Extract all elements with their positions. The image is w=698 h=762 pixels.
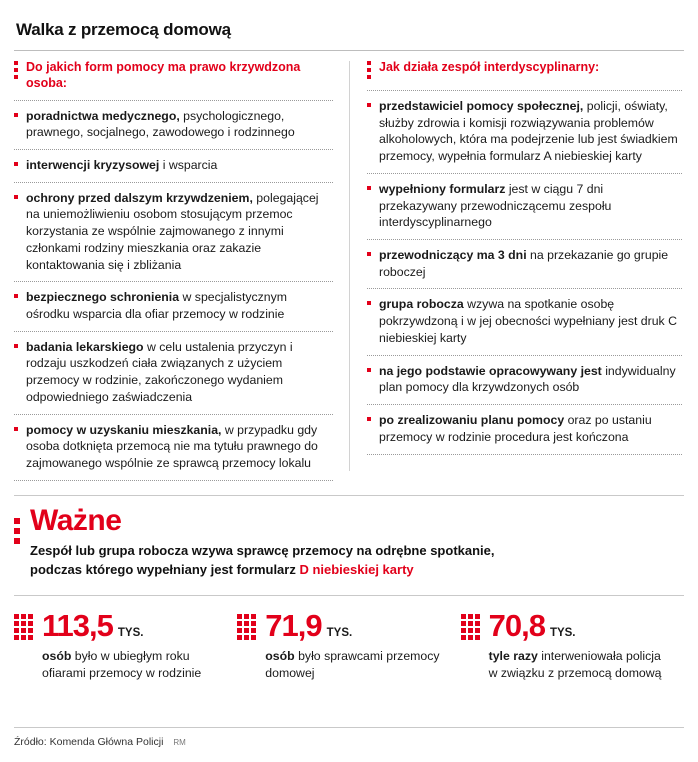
title-divider: [14, 50, 684, 51]
list-item-rest: w celu ustalenia przyczyn i rodzaju uszkodzeń ciała związanych z użyciem przemocy w rodzinie, zakończonego wydaniem odpowiedniego zaświadczenia: [26, 339, 293, 404]
list-item: [14, 415, 333, 481]
list-item-lead: bezpiecznego schronienia: [26, 290, 180, 305]
stat-description-lead: tyle razy: [488, 649, 538, 664]
list-item-lead: po zrealizowaniu planu pomocy: [379, 413, 565, 428]
page-title: Walka z przemocą domową: [16, 20, 231, 39]
bullet-square-icon: [14, 344, 18, 348]
red-dots-icon: [14, 59, 19, 82]
list-item: [367, 174, 682, 240]
stat-description: [489, 648, 666, 682]
column-right-heading-text: Jak działa zespół interdyscyplinarny:: [379, 60, 600, 74]
list-item-lead: ochrony przed dalszym krzywdzeniem,: [26, 190, 253, 205]
stat-number: 113,5: [42, 608, 113, 644]
stat-description: [42, 648, 219, 682]
list-item: [367, 405, 682, 454]
column-left-list: [14, 100, 333, 481]
bullet-square-icon: [367, 186, 371, 190]
list-item-lead: na jego podstawie opracowywany jest: [379, 363, 602, 378]
stat-description-lead: osób: [265, 649, 295, 664]
list-item-rest: psychologicznego, prawnego, socjalnego, zawodowego i rodzinnego: [26, 108, 295, 140]
source-divider: [14, 727, 684, 728]
stats-row: [14, 595, 684, 682]
bullet-square-icon: [14, 294, 18, 298]
red-dots-icon: [14, 506, 20, 548]
list-item-lead: grupa robocza: [379, 297, 464, 312]
list-item-rest: polegającej na uniemożliwieniu osobom stosującym przemoc korzystania ze wspólnie zajmowanego z innymi członkami rodziny mieszkania oraz zakazie kontaktowania się i zbliżania: [26, 190, 319, 272]
stat-unit: TYS.: [117, 627, 144, 640]
important-line-2-prefix: podczas którego wypełniany jest formularz: [30, 561, 300, 577]
stat-number-wrap: [42, 608, 219, 644]
list-item-lead: badania lekarskiego: [26, 339, 144, 354]
stat-description-rest: było w ubiegłym roku ofiarami przemocy w rodzinie: [42, 649, 202, 681]
source-label: Źródło: Komenda Główna Policji: [14, 736, 164, 748]
red-grid-icon: [237, 610, 256, 642]
stat-block: [237, 610, 460, 682]
list-item: [14, 183, 333, 283]
list-item-rest: policji, oświaty, służby zdrowia i komisji rozwiązywania problemów alkoholowych, która ma podejrzenie lub jest świadkiem przemocy, wypełnia formularz A niebieskiej karty: [379, 99, 678, 164]
list-item-rest: jest w ciągu 7 dni przekazywany przewodniczącemu zespołu interdyscyplinarnego: [379, 181, 612, 230]
bullet-square-icon: [367, 103, 371, 107]
bullet-square-icon: [14, 195, 18, 199]
bullet-square-icon: [367, 301, 371, 305]
column-left-heading-text: Do jakich form pomocy ma prawo krzywdzona osoba:: [26, 60, 301, 91]
stat-description-rest: było sprawcami przemocy domowej: [265, 649, 440, 681]
columns-container: [14, 59, 684, 481]
list-item-rest: indywidualny plan pomocy dla krzywdzonych osób: [379, 363, 676, 395]
bullet-square-icon: [367, 368, 371, 372]
list-item-lead: przewodniczący ma 3 dni: [379, 248, 527, 263]
list-item-rest: oraz po ustaniu przemocy w rodzinie procedura jest kończona: [379, 413, 652, 444]
red-grid-icon: [461, 610, 480, 642]
list-item-lead: poradnictwa medycznego,: [26, 108, 180, 123]
list-item: [14, 101, 333, 150]
author-initials: RM: [173, 738, 186, 747]
important-line-1: Zespół lub grupa robocza wzywa sprawcę przemocy na odrębne spotkanie,: [30, 542, 495, 558]
column-left: [14, 59, 349, 481]
red-dots-icon: [367, 59, 372, 82]
stat-number: 70,8: [488, 608, 545, 644]
bullet-square-icon: [14, 162, 18, 166]
list-item-rest: w przypadku gdy osoba dotknięta przemocą nie ma tytułu prawnego do zajmowanego wspólnie ze sprawcą przemocy lokalu: [26, 422, 318, 470]
important-text: [30, 542, 495, 580]
important-line-2-highlight: D niebieskiej karty: [299, 561, 414, 577]
bullet-square-icon: [367, 417, 371, 421]
list-item: [367, 240, 682, 289]
list-item-rest: w specjalistycznym ośrodku wsparcia dla ofiar przemocy w rodzinie: [26, 290, 288, 321]
column-right: [349, 59, 684, 481]
stat-block: [461, 610, 684, 682]
stat-description: [265, 648, 442, 682]
stat-block: [14, 610, 237, 682]
list-item-lead: wypełniony formularz: [379, 181, 506, 196]
stat-description-lead: osób: [42, 649, 72, 664]
list-item-rest: i wsparcia: [159, 157, 218, 172]
list-item-rest: wzywa na spotkanie osobę pokrzywdzoną i w jej obecności wypełniany jest druk C niebieskiej karty: [379, 297, 677, 345]
stat-number-wrap: [265, 608, 442, 644]
column-right-heading: [367, 59, 682, 82]
column-right-list: [367, 90, 682, 455]
source-line: [14, 736, 186, 748]
stat-unit: TYS.: [549, 627, 576, 640]
list-item: [14, 150, 333, 183]
red-grid-icon: [14, 610, 33, 642]
stat-description-rest: interweniowała policja w związku z przemocą domową: [488, 649, 662, 681]
list-item: [367, 91, 682, 174]
list-item: [14, 282, 333, 331]
list-item-rest: na przekazanie go grupie roboczej: [379, 248, 669, 279]
list-item-lead: pomocy w uzyskaniu mieszkania,: [26, 422, 222, 437]
stat-number: 71,9: [265, 608, 322, 644]
bullet-square-icon: [367, 252, 371, 256]
important-body: [30, 503, 495, 580]
list-item: [367, 289, 682, 355]
bullet-square-icon: [14, 427, 18, 431]
column-left-heading: [14, 59, 333, 92]
list-item: [367, 356, 682, 405]
list-item: [14, 332, 333, 415]
important-callout: [14, 495, 684, 580]
important-title: Ważne: [30, 503, 122, 537]
list-item-lead: interwencji kryzysowej: [26, 157, 160, 172]
bullet-square-icon: [14, 113, 18, 117]
stat-unit: TYS.: [326, 627, 353, 640]
list-item-lead: przedstawiciel pomocy społecznej,: [379, 99, 584, 113]
stat-number-wrap: [488, 608, 666, 644]
